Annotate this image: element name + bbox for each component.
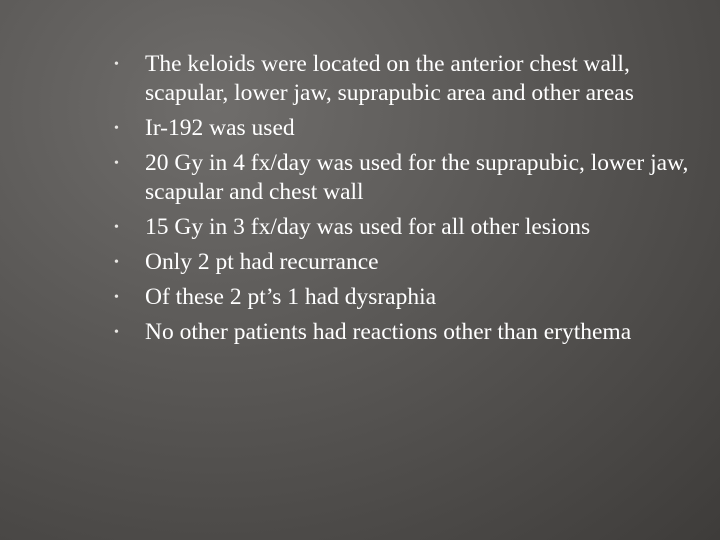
bullet-item-dysraphia bbox=[111, 283, 691, 312]
bullet-dot-icon: • bbox=[114, 220, 119, 235]
bullet-text: No other patients had reactions other than erythema bbox=[145, 319, 632, 345]
bullet-item-reactions bbox=[111, 318, 691, 347]
bullet-text: 20 Gy in 4 fx/day was used for the suprapubic, lower jaw, scapular and chest wall bbox=[145, 150, 689, 205]
bullet-dot-icon: • bbox=[114, 121, 119, 136]
bullet-dot-icon: • bbox=[114, 290, 119, 305]
bullet-text: Ir-192 was used bbox=[145, 115, 295, 141]
bullet-dot-icon: • bbox=[114, 57, 119, 72]
bullet-item-recurrence bbox=[111, 248, 691, 277]
bullet-item-dose-15gy bbox=[111, 213, 691, 242]
bullet-dot-icon: • bbox=[114, 156, 119, 171]
bullet-text: Of these 2 pt’s 1 had dysraphia bbox=[145, 284, 437, 310]
bullet-text: Only 2 pt had recurrance bbox=[145, 249, 379, 275]
bullet-item-dose-20gy bbox=[111, 149, 691, 207]
bullet-text: 15 Gy in 3 fx/day was used for all other lesions bbox=[145, 214, 591, 240]
bullet-list bbox=[111, 50, 691, 353]
bullet-item-isotope bbox=[111, 114, 691, 143]
bullet-text: The keloids were located on the anterior chest wall, scapular, lower jaw, suprapubic area and other areas bbox=[145, 51, 634, 106]
bullet-dot-icon: • bbox=[114, 325, 119, 340]
bullet-dot-icon: • bbox=[114, 255, 119, 270]
bullet-item-keloid-locations bbox=[111, 50, 691, 108]
